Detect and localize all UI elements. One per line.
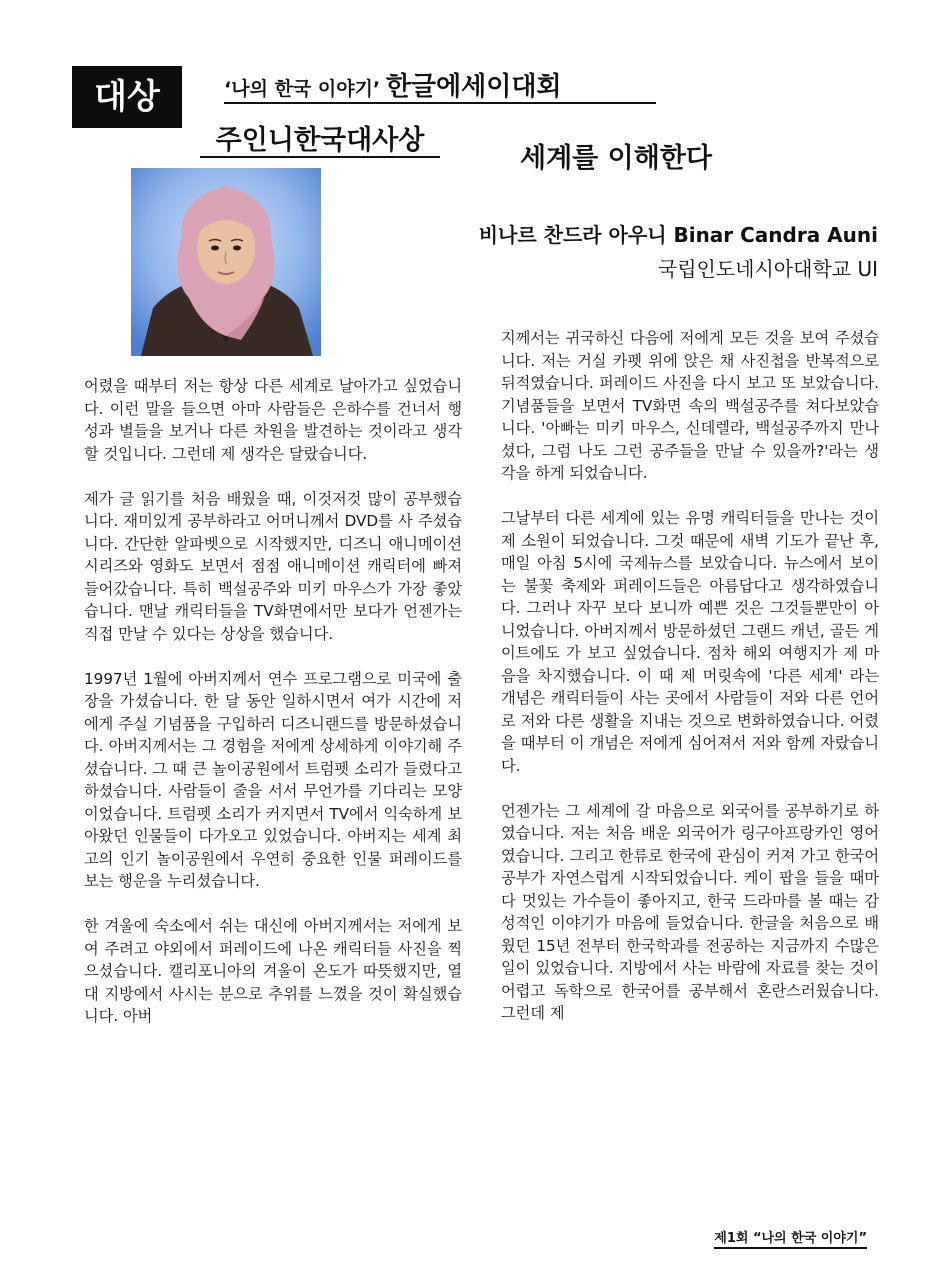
contest-title: [224, 66, 656, 104]
paragraph: 언젠가는 그 세계에 갈 마음으로 외국어를 공부하기로 하였습니다. 저는 처음 배운 외국어가 링구아프랑카인 영어였습니다. 그리고 한류로 한국에 관심이 커져 가고 한국어 공부가 자연스럽게 시작되었습니다. 케이 팝을 들을 때마다 멋있는 가수들이 좋아지고, 한국 드라마를 볼 때는 감성적인 이야기가 마음에 들었습니다. 한글을 처음으로 배웠던 15년 전부터 한국학과를 전공하는 지금까지 수많은 일이 있었습니다. 지방에서 사는 바람에 자료를 찾는 것이 어렵고 독학으로 한국어를 공부해서 혼란스러웠습니다. 그런데 제: [501, 801, 879, 1022]
portrait-photo-icon: [131, 168, 321, 356]
paragraph: 1997년 1월에 아버지께서 연수 프로그램으로 미국에 출장을 가셨습니다. 한 달 동안 일하시면서 여가 시간에 저에게 주실 기념품을 구입하러 디즈니랜드를 방문하셨습니다. 아버지께서는 그 경험을 저에게 상세하게 이야기해 주셨습니다. 그 때 큰 놀이공원에서 트럼펫 소리가 들렸다고 하셨습니다. 사람들이 줄을 서서 무언가를 기다리는 모양이었습니다. 트럼펫 소리가 커지면서 TV에서 익숙하게 보아왔던 인물들이 다가오고 있었습니다. 아버지는 세계 최고의 인기 놀이공원에서 우연히 중요한 인물 퍼레이드를 보는 행운을 누리셨습니다.: [84, 669, 462, 890]
essay-column-left: [84, 375, 462, 1050]
paragraph: 한 겨울에 숙소에서 쉬는 대신에 아버지께서는 저에게 보여 주려고 야외에서 퍼레이드에 나온 캐릭터들 사진을 찍으셨습니다. 캘리포니아의 겨울이 온도가 따뜻했지만, 열대 지방에서 사시는 분으로 추위를 느꼈을 것이 확실했습니다. 아버: [84, 917, 462, 1025]
author-affiliation: 국립인도네시아대학교 UI: [657, 257, 878, 281]
award-name: 주인니한국대사상: [200, 118, 440, 158]
page-footer: 제1회 “나의 한국 이야기”: [714, 1227, 867, 1249]
award-badge: 대상: [72, 66, 182, 128]
paragraph: 어렸을 때부터 저는 항상 다른 세계로 날아가고 싶었습니다. 이런 말을 들으면 아마 사람들은 은하수를 건너서 행성과 별들을 보거나 다른 차원을 발견하는 것이라고 생각할 것입니다. 그런데 제 생각은 달랐습니다.: [84, 377, 462, 463]
paragraph: 제가 글 읽기를 처음 배웠을 때, 이것저것 많이 공부했습니다. 재미있게 공부하라고 어머니께서 DVD를 사 주셨습니다. 간단한 알파벳으로 시작했지만, 디즈니 애니메이션 시리즈와 영화도 보면서 점점 애니메이션 캐릭터에 빠져 들어갔습니다. 특히 백설공주와 미키 마우스가 가장 좋았습니다. 맨날 캐릭터들을 TV화면에서만 보다가 언젠가는 직접 만날 수 있다는 상상을 했습니다.: [84, 489, 462, 643]
paragraph: 지께서는 귀국하신 다음에 저에게 모든 것을 보여 주셨습니다. 저는 거실 카펫 위에 앉은 채 사진첩을 반복적으로 뒤적였습니다. 퍼레이드 사진을 다시 보고 또 보았습니다. 기념품들을 보면서 TV화면 속의 백설공주를 쳐다보았습니다. '아빠는 미키 마우스, 신데렐라, 백설공주까지 만나셨다, 그럼 나도 그런 공주들을 만날 수 있을까?'라는 생각을 하게 되었습니다.: [501, 329, 879, 482]
contest-name: 한글에세이대회: [385, 72, 562, 102]
paragraph: 그날부터 다른 세계에 있는 유명 캐릭터들을 만나는 것이 제 소원이 되었습니다. 그것 때문에 새벽 기도가 끝난 후, 매일 아침 5시에 국제뉴스를 보았습니다. 뉴스에서 보이는 불꽃 축제와 퍼레이드들은 아름답다고 생각하였습니다. 그러나 자꾸 보다 보니까 예쁜 것은 그것들뿐만이 아니었습니다. 아버지께서 방문하셨던 그랜드 캐년, 골든 게이트에도 가 보고 싶었습니다. 점차 해외 여행지가 제 마음을 차지했습니다. 이 때 제 머릿속에 '다른 세계' 라는 개념은 캐릭터들이 사는 곳에서 사람들이 저와 다른 언어로 저와 다른 생활을 지내는 것으로 변화하였습니다. 어렸을 때부터 이 개념은 저에게 심어져서 저와 함께 자랐습니다.: [501, 509, 879, 775]
author-portrait-photo: [131, 168, 321, 356]
essay-title: 세계를 이해한다: [520, 143, 712, 174]
essay-column-right: [501, 327, 879, 1047]
author-name: 비나르 찬드라 아우니 Binar Candra Auni: [478, 223, 878, 247]
contest-quote: ‘나의 한국 이야기’: [224, 78, 381, 100]
